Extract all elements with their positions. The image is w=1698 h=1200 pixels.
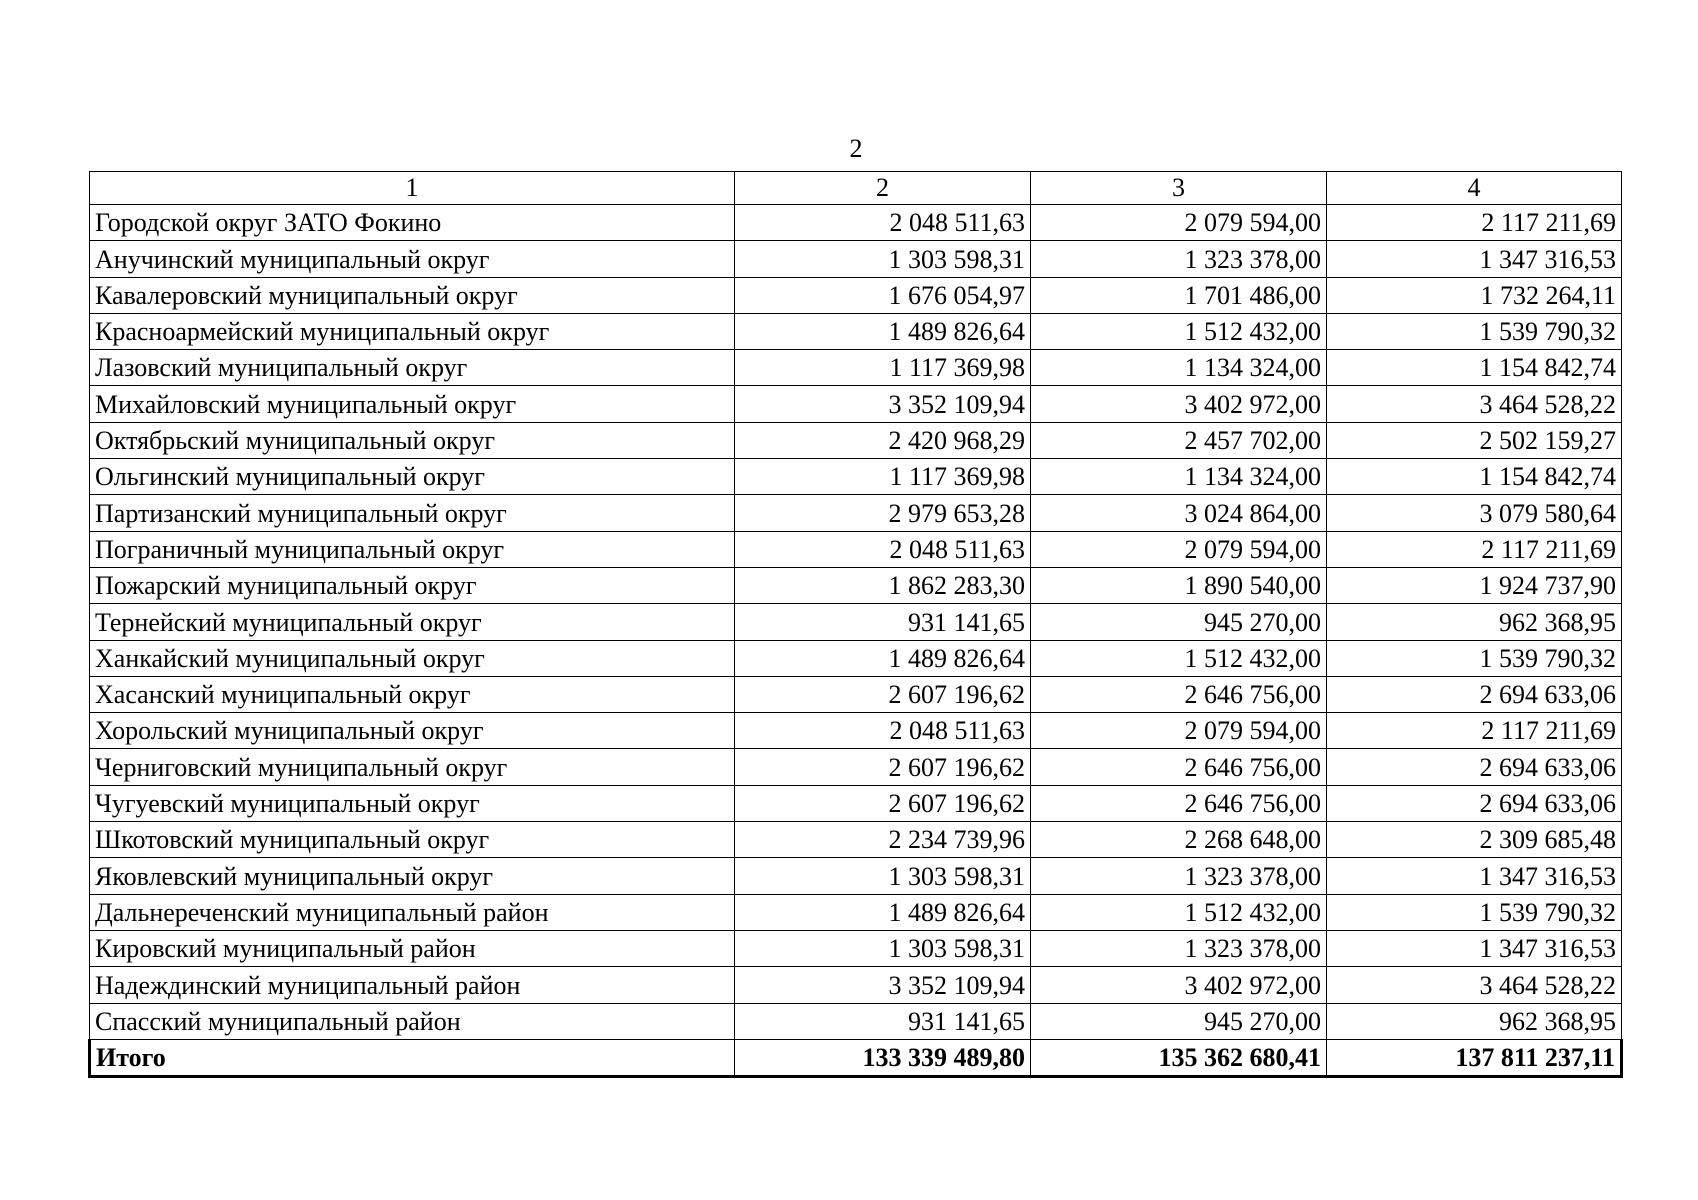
municipality-name-cell: Хорольский муниципальный округ — [90, 713, 735, 749]
value-col-2-cell: 1 489 826,64 — [735, 313, 1031, 349]
table-row — [90, 277, 1622, 313]
table-row — [90, 205, 1622, 241]
value-col-4-cell: 1 539 790,32 — [1327, 640, 1622, 676]
page-number: 2 — [849, 134, 863, 163]
value-col-4-cell: 1 347 316,53 — [1327, 241, 1622, 277]
table-row — [90, 640, 1622, 676]
value-col-4-cell: 1 539 790,32 — [1327, 894, 1622, 930]
value-col-3-cell: 1 890 540,00 — [1031, 567, 1327, 603]
value-col-2-cell: 1 303 598,31 — [735, 241, 1031, 277]
value-col-4-cell: 1 154 842,74 — [1327, 459, 1622, 495]
value-col-3-cell: 2 268 648,00 — [1031, 822, 1327, 858]
value-col-3-cell: 1 134 324,00 — [1031, 459, 1327, 495]
value-col-3-cell: 1 512 432,00 — [1031, 640, 1327, 676]
value-col-4-cell: 2 694 633,06 — [1327, 676, 1622, 712]
value-col-4-cell: 1 154 842,74 — [1327, 350, 1622, 386]
value-col-3-cell: 3 402 972,00 — [1031, 967, 1327, 1003]
value-col-2-cell: 2 607 196,62 — [735, 749, 1031, 785]
value-col-3-cell: 2 457 702,00 — [1031, 422, 1327, 458]
value-col-2-cell: 1 303 598,31 — [735, 858, 1031, 894]
municipality-name-cell: Ольгинский муниципальный округ — [90, 459, 735, 495]
value-col-2-cell: 2 979 653,28 — [735, 495, 1031, 531]
value-col-3-cell: 1 512 432,00 — [1031, 894, 1327, 930]
value-col-3-cell: 1 512 432,00 — [1031, 313, 1327, 349]
value-col-3-cell: 2 646 756,00 — [1031, 749, 1327, 785]
value-col-4-cell: 2 117 211,69 — [1327, 205, 1622, 241]
total-value-col-2-cell: 133 339 489,80 — [735, 1039, 1031, 1076]
value-col-4-cell: 1 924 737,90 — [1327, 567, 1622, 603]
table-row — [90, 785, 1622, 821]
value-col-2-cell: 1 489 826,64 — [735, 894, 1031, 930]
value-col-3-cell: 2 079 594,00 — [1031, 713, 1327, 749]
total-label: Итого — [90, 1039, 735, 1076]
value-col-2-cell: 2 607 196,62 — [735, 785, 1031, 821]
value-col-2-cell: 1 862 283,30 — [735, 567, 1031, 603]
municipality-name-cell: Лазовский муниципальный округ — [90, 350, 735, 386]
value-col-2-cell: 2 420 968,29 — [735, 422, 1031, 458]
municipality-name-cell: Дальнереченский муниципальный район — [90, 894, 735, 930]
municipality-name-cell: Пограничный муниципальный округ — [90, 531, 735, 567]
value-col-3-cell: 2 646 756,00 — [1031, 676, 1327, 712]
total-row — [90, 1039, 1622, 1076]
table-body — [90, 172, 1622, 1077]
value-col-3-cell: 3 402 972,00 — [1031, 386, 1327, 422]
value-col-4-cell: 2 117 211,69 — [1327, 713, 1622, 749]
total-value-col-3-cell: 135 362 680,41 — [1031, 1039, 1327, 1076]
table-row — [90, 241, 1622, 277]
value-col-3-cell: 3 024 864,00 — [1031, 495, 1327, 531]
value-col-4-cell: 3 464 528,22 — [1327, 967, 1622, 1003]
header-cell-1: 1 — [90, 172, 735, 205]
value-col-2-cell: 1 117 369,98 — [735, 459, 1031, 495]
municipality-name-cell: Анучинский муниципальный округ — [90, 241, 735, 277]
table-row — [90, 350, 1622, 386]
value-col-4-cell: 1 347 316,53 — [1327, 858, 1622, 894]
municipality-name-cell: Хасанский муниципальный округ — [90, 676, 735, 712]
table-row — [90, 822, 1622, 858]
table-row — [90, 749, 1622, 785]
table-row — [90, 858, 1622, 894]
value-col-4-cell: 1 347 316,53 — [1327, 930, 1622, 966]
table-row — [90, 676, 1622, 712]
value-col-4-cell: 2 502 159,27 — [1327, 422, 1622, 458]
value-col-4-cell: 2 309 685,48 — [1327, 822, 1622, 858]
table-row — [90, 531, 1622, 567]
table-row — [90, 459, 1622, 495]
municipality-name-cell: Кировский муниципальный район — [90, 930, 735, 966]
table-row — [90, 386, 1622, 422]
value-col-2-cell: 931 141,65 — [735, 1003, 1031, 1039]
header-cell-4: 4 — [1327, 172, 1622, 205]
table-row — [90, 967, 1622, 1003]
table-row — [90, 604, 1622, 640]
value-col-2-cell: 1 117 369,98 — [735, 350, 1031, 386]
table-row — [90, 495, 1622, 531]
value-col-2-cell: 1 676 054,97 — [735, 277, 1031, 313]
value-col-3-cell: 1 323 378,00 — [1031, 930, 1327, 966]
header-row — [90, 172, 1622, 205]
municipality-name-cell: Ханкайский муниципальный округ — [90, 640, 735, 676]
value-col-2-cell: 2 048 511,63 — [735, 531, 1031, 567]
value-col-4-cell: 962 368,95 — [1327, 604, 1622, 640]
value-col-2-cell: 2 234 739,96 — [735, 822, 1031, 858]
value-col-4-cell: 2 694 633,06 — [1327, 785, 1622, 821]
table-row — [90, 567, 1622, 603]
municipality-name-cell: Октябрьский муниципальный округ — [90, 422, 735, 458]
header-cell-3: 3 — [1031, 172, 1327, 205]
municipality-name-cell: Черниговский муниципальный округ — [90, 749, 735, 785]
municipality-name-cell: Шкотовский муниципальный округ — [90, 822, 735, 858]
table-row — [90, 713, 1622, 749]
table-row — [90, 930, 1622, 966]
municipality-name-cell: Надеждинский муниципальный район — [90, 967, 735, 1003]
value-col-3-cell: 1 323 378,00 — [1031, 241, 1327, 277]
value-col-4-cell: 3 464 528,22 — [1327, 386, 1622, 422]
value-col-2-cell: 2 048 511,63 — [735, 713, 1031, 749]
value-col-4-cell: 3 079 580,64 — [1327, 495, 1622, 531]
value-col-3-cell: 945 270,00 — [1031, 604, 1327, 640]
value-col-4-cell: 1 539 790,32 — [1327, 313, 1622, 349]
municipality-name-cell: Городской округ ЗАТО Фокино — [90, 205, 735, 241]
value-col-4-cell: 2 117 211,69 — [1327, 531, 1622, 567]
value-col-2-cell: 931 141,65 — [735, 604, 1031, 640]
value-col-2-cell: 1 303 598,31 — [735, 930, 1031, 966]
municipality-name-cell: Кавалеровский муниципальный округ — [90, 277, 735, 313]
value-col-4-cell: 962 368,95 — [1327, 1003, 1622, 1039]
value-col-3-cell: 1 323 378,00 — [1031, 858, 1327, 894]
municipality-name-cell: Михайловский муниципальный округ — [90, 386, 735, 422]
value-col-3-cell: 2 079 594,00 — [1031, 205, 1327, 241]
municipality-name-cell: Чугуевский муниципальный округ — [90, 785, 735, 821]
value-col-4-cell: 2 694 633,06 — [1327, 749, 1622, 785]
value-col-2-cell: 2 048 511,63 — [735, 205, 1031, 241]
value-col-3-cell: 1 134 324,00 — [1031, 350, 1327, 386]
value-col-2-cell: 3 352 109,94 — [735, 386, 1031, 422]
municipality-name-cell: Партизанский муниципальный округ — [90, 495, 735, 531]
municipality-name-cell: Спасский муниципальный район — [90, 1003, 735, 1039]
value-col-2-cell: 1 489 826,64 — [735, 640, 1031, 676]
table-row — [90, 894, 1622, 930]
budget-table — [88, 171, 1623, 1078]
value-col-2-cell: 2 607 196,62 — [735, 676, 1031, 712]
table-row — [90, 313, 1622, 349]
value-col-3-cell: 2 646 756,00 — [1031, 785, 1327, 821]
value-col-2-cell: 3 352 109,94 — [735, 967, 1031, 1003]
header-cell-2: 2 — [735, 172, 1031, 205]
municipality-name-cell: Яковлевский муниципальный округ — [90, 858, 735, 894]
value-col-3-cell: 945 270,00 — [1031, 1003, 1327, 1039]
municipality-name-cell: Пожарский муниципальный округ — [90, 567, 735, 603]
value-col-4-cell: 1 732 264,11 — [1327, 277, 1622, 313]
municipality-name-cell: Тернейский муниципальный округ — [90, 604, 735, 640]
total-value-col-4-cell: 137 811 237,11 — [1327, 1039, 1622, 1076]
value-col-3-cell: 1 701 486,00 — [1031, 277, 1327, 313]
table-row — [90, 1003, 1622, 1039]
table-row — [90, 422, 1622, 458]
value-col-3-cell: 2 079 594,00 — [1031, 531, 1327, 567]
municipality-name-cell: Красноармейский муниципальный округ — [90, 313, 735, 349]
